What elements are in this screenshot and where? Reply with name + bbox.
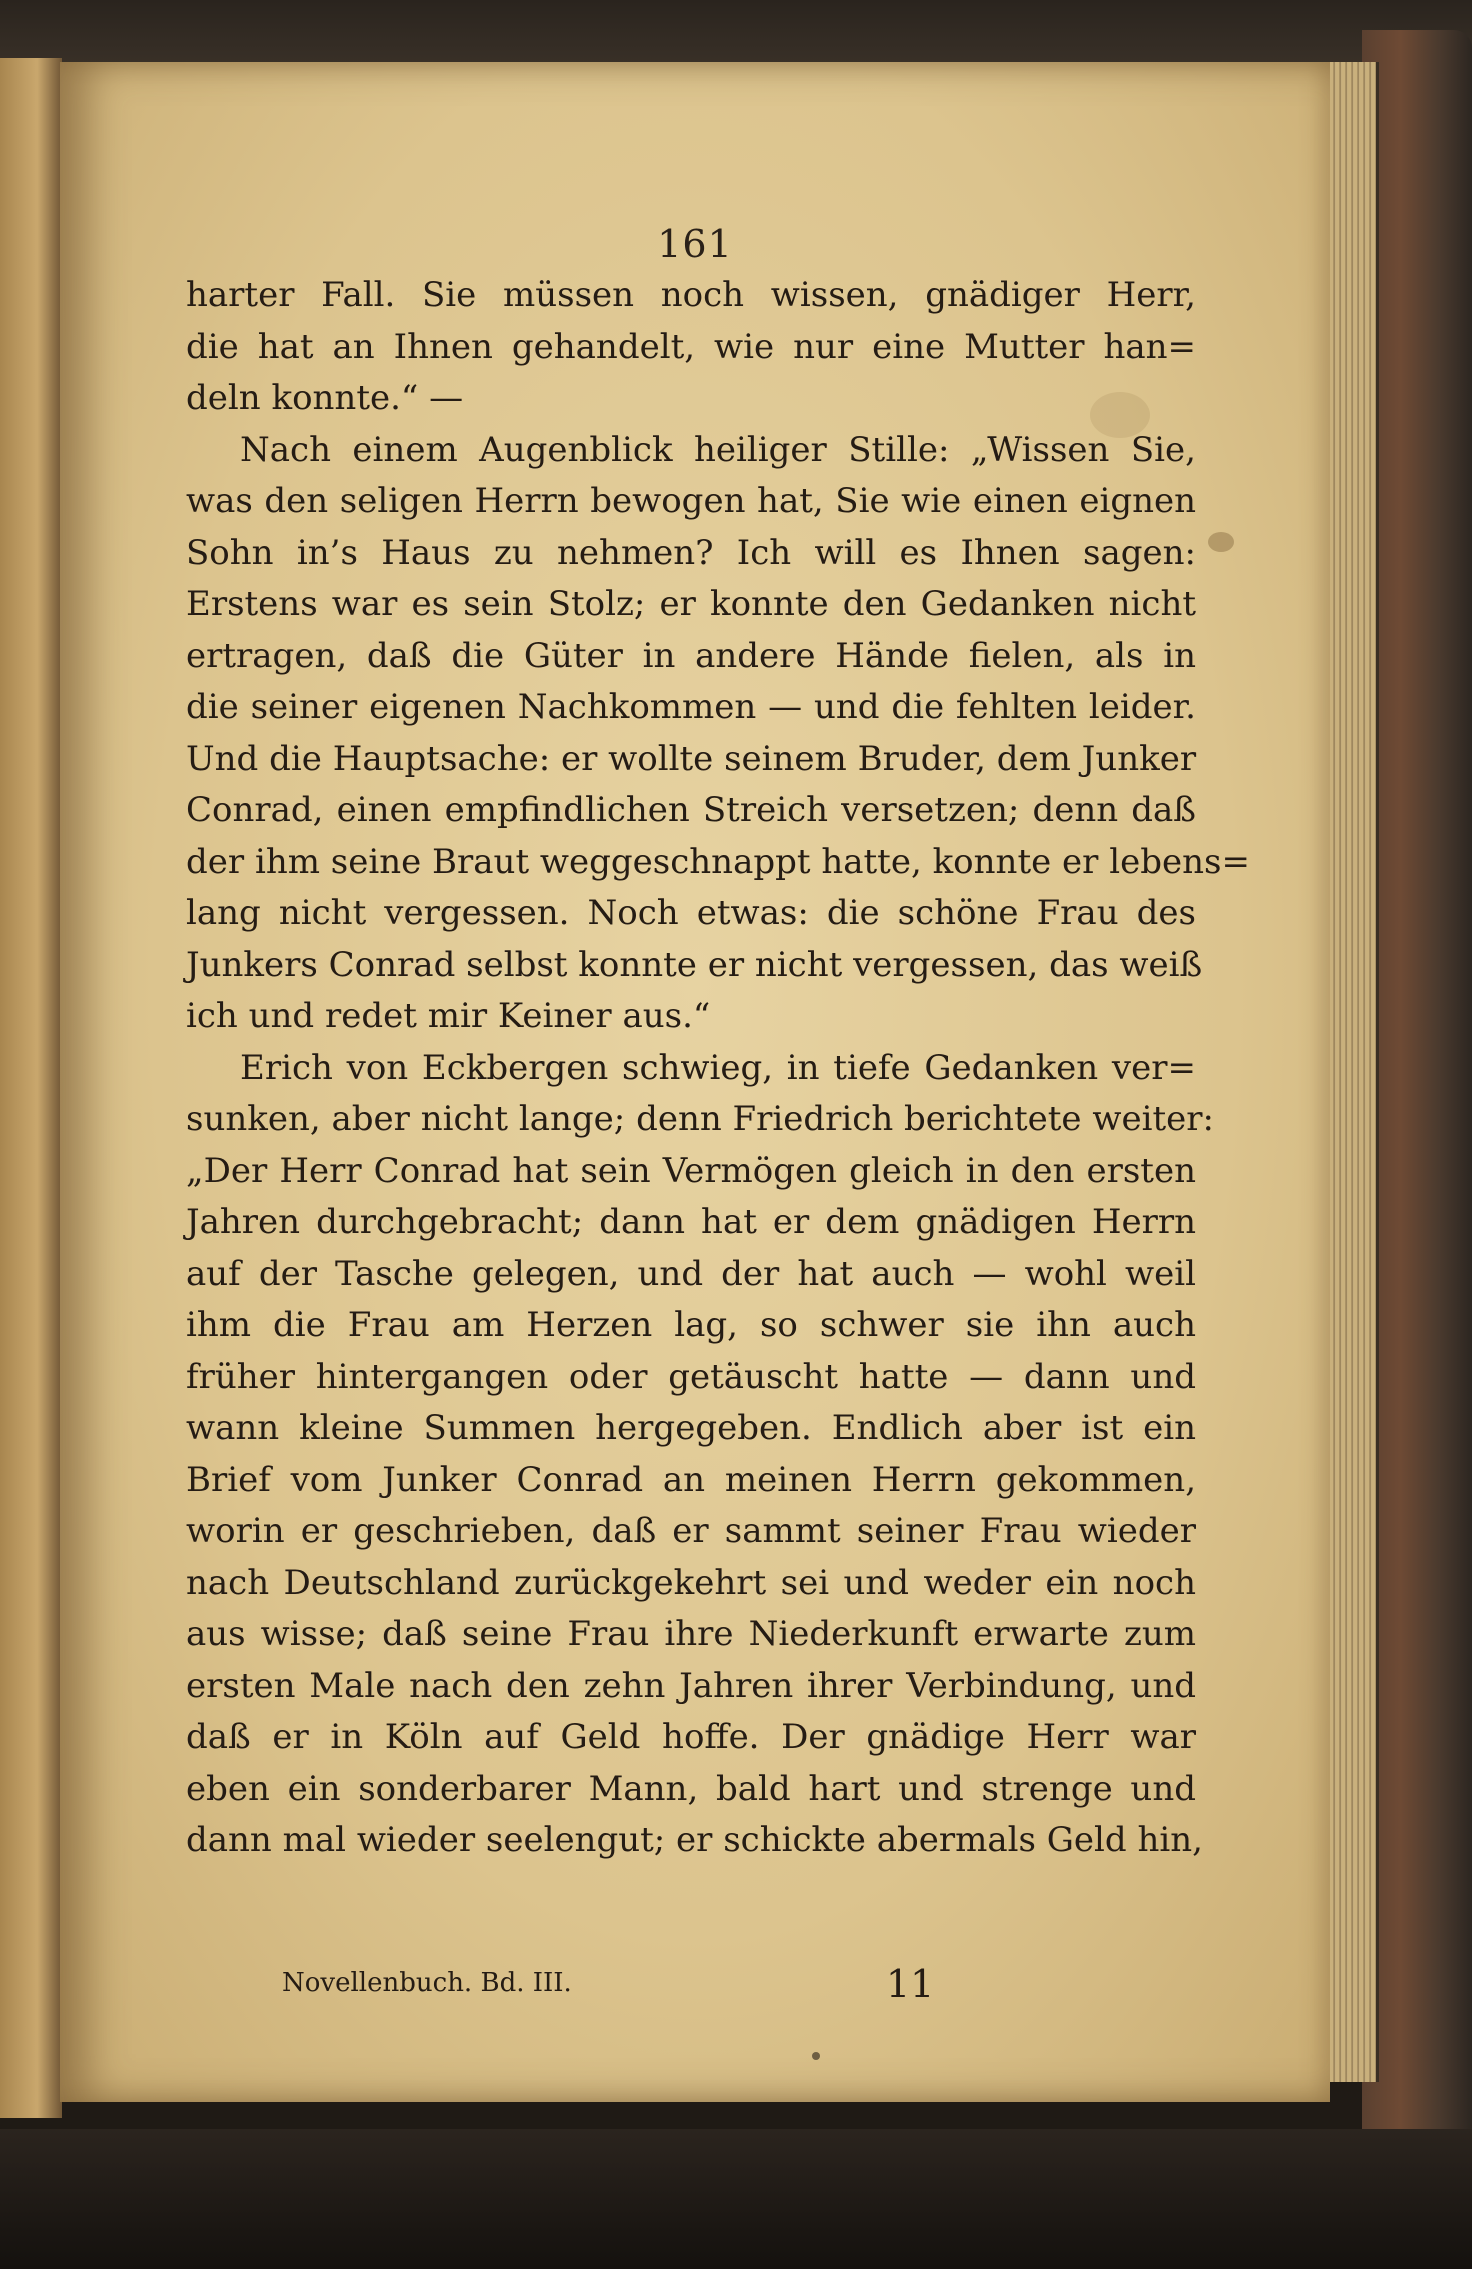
page-footer	[186, 1962, 1196, 2012]
text-line: daß er in Köln auf Geld hoffe. Der gnädige Herr war	[186, 1717, 1196, 1757]
paper-stain	[812, 2052, 820, 2060]
text-line: Jahren durchgebracht; dann hat er dem gnädigen Herrn	[186, 1202, 1196, 1242]
book-page	[60, 62, 1330, 2102]
book-cover-top	[0, 0, 1472, 70]
text-line: nach Deutschland zurückgekehrt sei und weder ein noch	[186, 1562, 1196, 1603]
text-line: Brief vom Junker Conrad an meinen Herrn gekommen,	[186, 1459, 1196, 1500]
text-line: Sohn in’s Haus zu nehmen? Ich will es Ihnen sagen:	[186, 532, 1196, 573]
text-line: früher hintergangen oder getäuscht hatte — dann und	[186, 1356, 1196, 1397]
paper-stain	[1090, 392, 1150, 438]
text-line: Erstens war es sein Stolz; er konnte den Gedanken nicht	[186, 584, 1196, 624]
text-line: eben ein sonderbarer Mann, bald hart und strenge und	[186, 1768, 1196, 1809]
text-line: wann kleine Summen hergegeben. Endlich aber ist ein	[186, 1408, 1196, 1448]
text-line: die hat an Ihnen gehandelt, wie nur eine Mutter han=	[186, 326, 1196, 367]
text-line: lang nicht vergessen. Noch etwas: die schöne Frau des	[186, 893, 1196, 933]
text-line: auf der Tasche gelegen, und der hat auch — wohl weil	[186, 1253, 1196, 1294]
body-text	[186, 270, 1250, 1867]
text-line: dann mal wieder seelengut; er schickte abermals Geld hin,	[186, 1820, 1203, 1860]
page-number: 161	[657, 222, 733, 266]
text-line: ertragen, daß die Güter in andere Hände fielen, als in	[186, 635, 1196, 676]
book-cover-bottom	[0, 2129, 1472, 2269]
text-line: Conrad, einen empfindlichen Streich versetzen; denn daß	[186, 790, 1196, 830]
signature-mark: 11	[886, 1962, 935, 2006]
text-line: worin er geschrieben, daß er sammt seiner Frau wieder	[186, 1511, 1196, 1551]
text-line: der ihm seine Braut weggeschnappt hatte, konnte er lebens=	[186, 841, 1250, 882]
text-line: „Der Herr Conrad hat sein Vermögen gleich in den ersten	[186, 1150, 1196, 1191]
paper-stain	[1208, 532, 1234, 552]
facing-page-edge	[0, 58, 62, 2118]
text-line: ersten Male nach den zehn Jahren ihrer Verbindung, und	[186, 1665, 1196, 1706]
text-line: die seiner eigenen Nachkommen — und die fehlten leider.	[186, 687, 1196, 727]
text-line: deln konnte.“ —	[186, 378, 464, 418]
text-line: harter Fall. Sie müssen noch wissen, gnädiger Herr,	[186, 275, 1196, 315]
text-line: ihm die Frau am Herzen lag, so schwer sie ihn auch	[186, 1305, 1196, 1345]
text-line: Junkers Conrad selbst konnte er nicht vergessen, das weiß	[186, 944, 1203, 985]
text-line: sunken, aber nicht lange; denn Friedrich berichtete weiter:	[186, 1099, 1214, 1139]
text-line: was den seligen Herrn bewogen hat, Sie wie einen eignen	[186, 481, 1196, 521]
text-line: aus wisse; daß seine Frau ihre Niederkunft erwarte zum	[186, 1614, 1196, 1654]
text-line: Erich von Eckbergen schwieg, in tiefe Gedanken ver=	[240, 1047, 1196, 1088]
text-line: ich und redet mir Keiner aus.“	[186, 996, 711, 1036]
text-line: Nach einem Augenblick heiliger Stille: „Wissen Sie,	[240, 429, 1196, 470]
footer-title: Novellenbuch. Bd. III.	[282, 1968, 572, 1998]
text-line: Und die Hauptsache: er wollte seinem Bruder, dem Junker	[186, 738, 1197, 779]
